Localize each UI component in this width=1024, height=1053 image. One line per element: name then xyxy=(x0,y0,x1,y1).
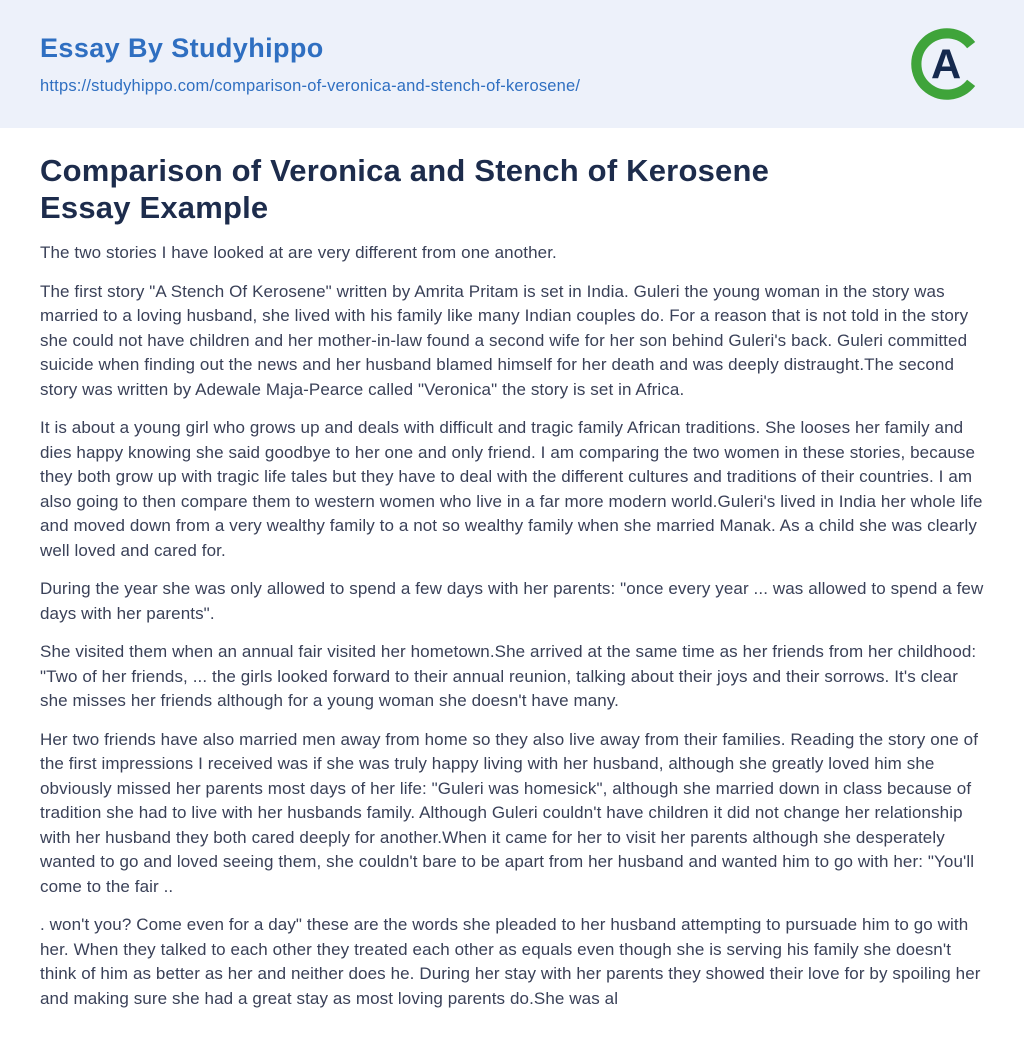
essay-paragraph: She visited them when an annual fair visited her hometown.She arrived at the same time as her friends from her childhood: "Two of her friends, ... the girls looked forward to their annual reunion, talking about their joys and their sorrows. It's clear she misses her friends although for a young woman she doesn't have many. xyxy=(40,642,977,711)
source-url-link[interactable]: https://studyhippo.com/comparison-of-veronica-and-stench-of-kerosene/ xyxy=(40,76,581,95)
page-header xyxy=(0,0,1024,128)
essay-paragraph: The first story "A Stench Of Kerosene" written by Amrita Pritam is set in India. Guleri the young woman in the story was married to a loving husband, she lived with his family like many Indian couples do. For a reason that is not told in the story she could not have children and her mother-in-law found a second wife for her son behind Guleri's back. Guleri committed suicide when finding out the news and her husband blamed himself for her death and was deeply distraught.The second story was written by Adewale Maja-Pearce called "Veronica" the story is set in Africa. xyxy=(40,281,969,399)
essay-body xyxy=(40,241,984,1011)
studyhippo-logo xyxy=(908,25,986,103)
header-text-block xyxy=(40,33,580,96)
logo-letter: A xyxy=(930,40,962,88)
logo-graphic xyxy=(908,25,986,103)
essay-title: Comparison of Veronica and Stench of Kerosene Essay Example xyxy=(40,153,770,226)
essay-paragraph: . won't you? Come even for a day" these are the words she pleaded to her husband attempting to pursuade him to go with her. When they talked to each other they treated each other as equals even though she is serving his family she doesn't think of him as better as her and neither does he. During her stay with her parents they showed their love for by spoiling her and making sure she had a great stay as most loving parents do.She was al xyxy=(40,915,981,1008)
essay-content xyxy=(0,128,1024,1011)
essay-paragraph: Her two friends have also married men away from home so they also live away from their families. Reading the story one of the first impressions I received was if she was truly happy living with her husband, although she greatly loved him she obviously missed her parents most days of her life: "Guleri was homesick", although she married down in class because of tradition she had to live with her husbands family. Although Guleri couldn't have children it did not change her relationship with her husband they both cared deeply for another.When it came for her to visit her parents although she desperately wanted to go and loved seeing them, she couldn't bare to be apart from her husband and wanted him to go with her: "You'll come to the fair .. xyxy=(40,729,979,896)
brand-title: Essay By Studyhippo xyxy=(40,32,324,63)
essay-paragraph: It is about a young girl who grows up and deals with difficult and tragic family African traditions. She looses her family and dies happy knowing she said goodbye to her one and only friend. I am comparing the two women in these stories, because they both grow up with tragic life tales but they have to deal with the different cultures and traditions of their countries. I am also going to then compare them to western women who live in a far more modern world.Guleri's lived in India her whole life and moved down from a very wealthy family to a not so wealthy family when she married Manak. As a child she was clearly well loved and cared for. xyxy=(40,418,983,560)
essay-paragraph: During the year she was only allowed to spend a few days with her parents: "once every year ... was allowed to spend a few days with her parents". xyxy=(40,579,984,623)
essay-paragraph: The two stories I have looked at are very different from one another. xyxy=(40,243,557,263)
